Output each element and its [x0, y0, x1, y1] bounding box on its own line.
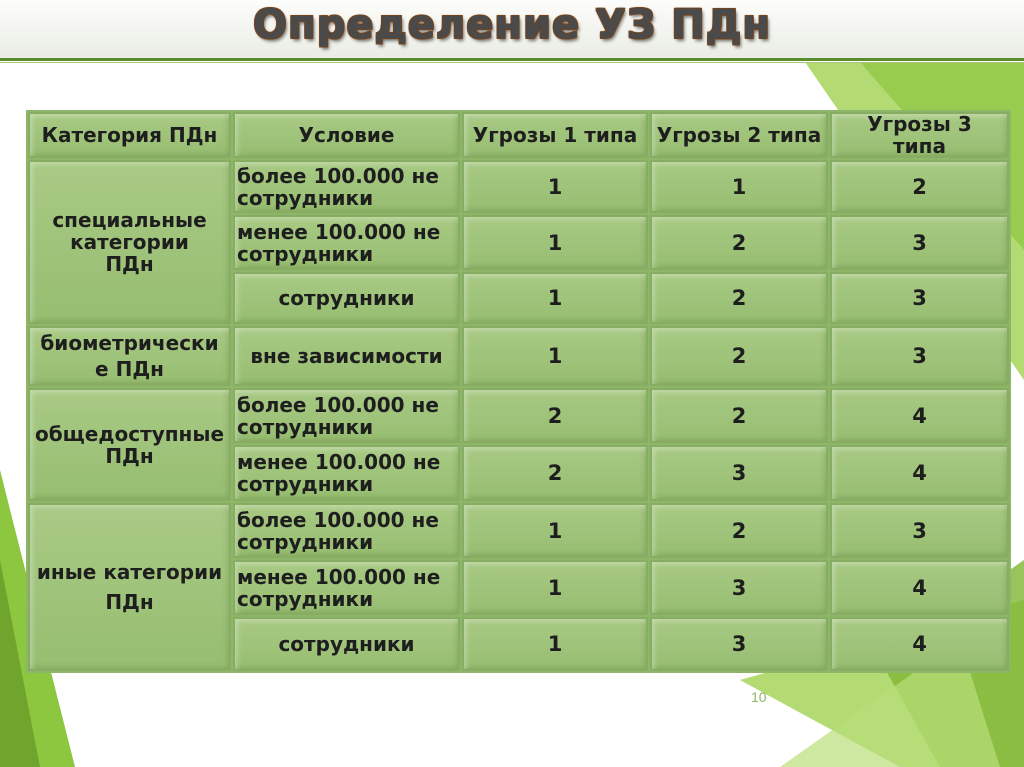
threat-3-cell: 2: [830, 160, 1009, 213]
threat-2-cell: 2: [650, 503, 828, 558]
threat-3-cell: 4: [830, 388, 1009, 443]
threat-1-cell: 1: [462, 326, 648, 386]
uz-table: [26, 110, 1011, 673]
threat-2-cell: 3: [650, 617, 828, 671]
condition-cell: сотрудники: [233, 617, 460, 671]
header-threat-1: Угрозы 1 типа: [462, 112, 648, 158]
category-special: специальные категории ПДн: [28, 160, 231, 324]
threat-2-cell: 1: [650, 160, 828, 213]
threat-3-cell: 3: [830, 503, 1009, 558]
threat-1-cell: 2: [462, 445, 648, 501]
header-divider-thin: [0, 62, 1024, 63]
threat-3-cell: 4: [830, 617, 1009, 671]
condition-cell: более 100.000 не сотрудники: [233, 503, 460, 558]
header-divider: [0, 58, 1024, 61]
condition-cell: вне зависимости: [233, 326, 460, 386]
threat-3-cell: 4: [830, 445, 1009, 501]
threat-2-cell: 3: [650, 560, 828, 615]
header-threat-3: Угрозы 3 типа: [830, 112, 1009, 158]
threat-3-cell: 3: [830, 215, 1009, 270]
threat-2-cell: 3: [650, 445, 828, 501]
condition-cell: менее 100.000 не сотрудники: [233, 560, 460, 615]
threat-1-cell: 1: [462, 215, 648, 270]
slide-title: Определение УЗ ПДн: [253, 2, 771, 48]
header-condition: Условие: [233, 112, 460, 158]
threat-1-cell: 1: [462, 272, 648, 324]
threat-3-cell: 4: [830, 560, 1009, 615]
threat-1-cell: 1: [462, 617, 648, 671]
threat-1-cell: 1: [462, 560, 648, 615]
condition-cell: менее 100.000 не сотрудники: [233, 215, 460, 270]
threat-1-cell: 1: [462, 160, 648, 213]
category-biometric: биометрически е ПДн: [28, 326, 231, 386]
threat-1-cell: 2: [462, 388, 648, 443]
threat-2-cell: 2: [650, 326, 828, 386]
condition-cell: менее 100.000 не сотрудники: [233, 445, 460, 501]
condition-cell: сотрудники: [233, 272, 460, 324]
threat-3-cell: 3: [830, 272, 1009, 324]
header-threat-2: Угрозы 2 типа: [650, 112, 828, 158]
threat-3-cell: 3: [830, 326, 1009, 386]
header-category: Категория ПДн: [28, 112, 231, 158]
condition-cell: более 100.000 не сотрудники: [233, 160, 460, 213]
category-other: иные категории ПДн: [28, 503, 231, 671]
threat-1-cell: 1: [462, 503, 648, 558]
category-public: общедоступные ПДн: [28, 388, 231, 501]
threat-2-cell: 2: [650, 272, 828, 324]
condition-cell: более 100.000 не сотрудники: [233, 388, 460, 443]
page-number: 10: [751, 689, 767, 705]
threat-2-cell: 2: [650, 388, 828, 443]
threat-2-cell: 2: [650, 215, 828, 270]
